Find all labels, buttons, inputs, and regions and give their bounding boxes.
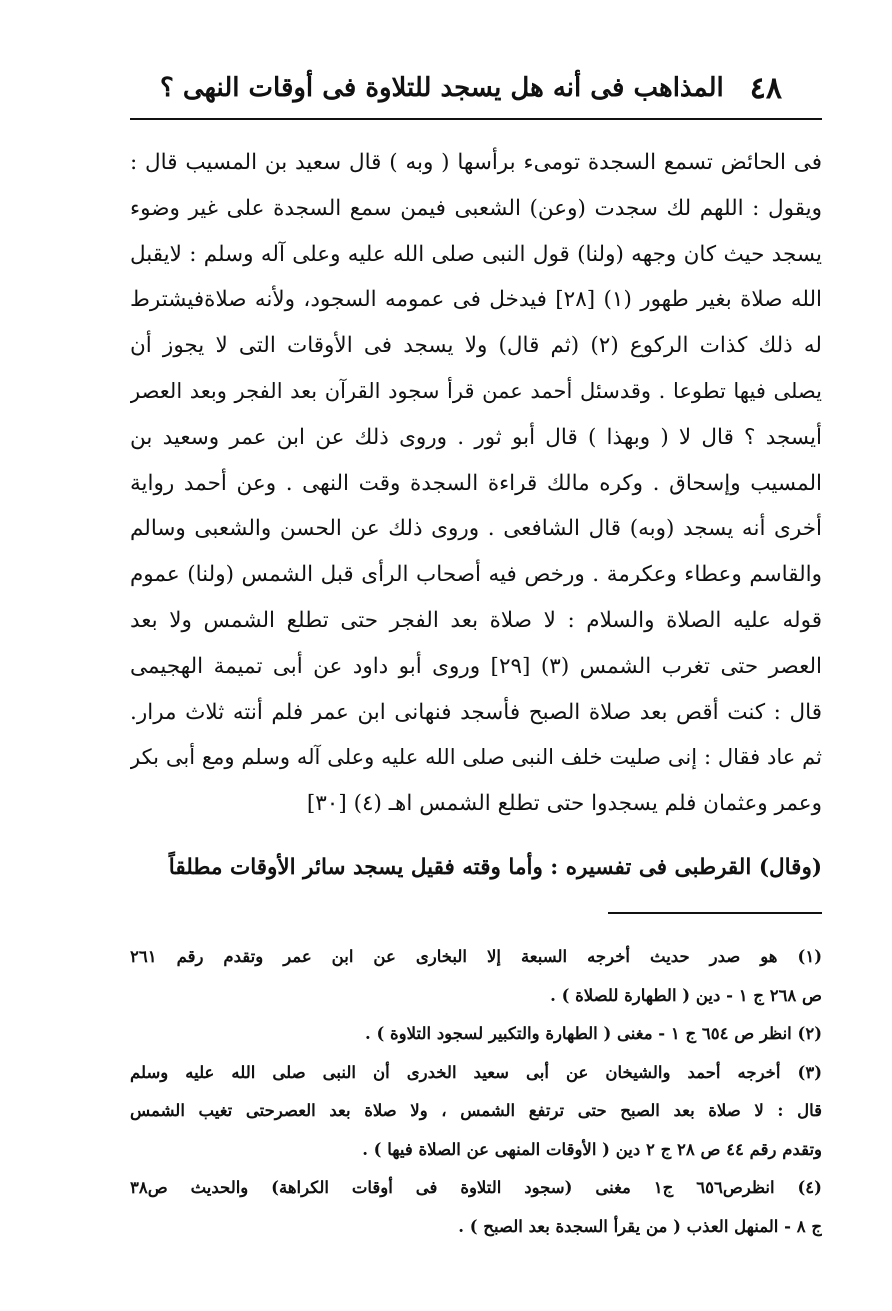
page-header <box>130 60 822 116</box>
text-line: يصلى فيها تطوعا . وقدسئل أحمد عمن قرأ سجود القرآن بعد الفجر وبعد العصر <box>130 378 822 403</box>
footnote-line: ج ٨ - المنهل العذب ( من يقرأ السجدة بعد الصبح ) . <box>458 1216 822 1236</box>
text-line: أيسجد ؟ قال لا ( وبهذا ) قال أبو ثور . وروى ذلك عن ابن عمر وسعيد بن <box>130 424 822 450</box>
text-line: المسيب وإسحاق . وكره مالك قراءة السجدة وقت النهى . وعن أحمد رواية <box>130 470 822 496</box>
text-line: الله صلاة بغير طهور (١) [٢٨] فيدخل فى عمومه السجود، ولأنه صلاةفيشترط <box>130 287 822 313</box>
running-title: المذاهب فى أنه هل يسجد للتلاوة فى أوقات النهى ؟ <box>160 73 724 103</box>
text-line: قال : كنت أقص بعد صلاة الصبح فأسجد فنهانى ابن عمر فلم أنته ثلاث مرار. <box>130 699 822 725</box>
footnote-line: (٣) أخرجه أحمد والشيخان عن أبى سعيد الخدرى أن النبى صلى الله عليه وسلم <box>130 1062 822 1082</box>
main-text <box>130 140 822 891</box>
footnotes <box>130 938 822 1246</box>
footnote-divider <box>608 912 822 914</box>
footnote-line: قال : لا صلاة بعد الصبح حتى ترتفع الشمس ، ولا صلاة بعد العصرحتى تغيب الشمس <box>130 1101 822 1120</box>
header-divider <box>130 118 822 120</box>
text-line: له ذلك كذات الركوع (٢) (ثم قال) ولا يسجد فى الأوقات التى لا يجوز أن <box>130 333 822 359</box>
text-line: وعمر وعثمان فلم يسجدوا حتى تطلع الشمس اهـ (٤) [٣٠] <box>306 791 822 817</box>
footnote-line: (٢) انظر ص ٦٥٤ ج ١ - مغنى ( الطهارة والتكبير لسجود التلاوة ) . <box>365 1024 822 1043</box>
page-number: ٤٨ <box>749 70 782 106</box>
footnote-line: (٤) انظرص٦٥٦ ج١ مغنى (سجود التلاوة فى أوقات الكراهة) والحديث ص٣٨ <box>130 1178 822 1197</box>
text-line: أخرى أنه يسجد (وبه) قال الشافعى . وروى ذلك عن الحسن والشعبى وسالم <box>130 516 822 542</box>
text-line: والقاسم وعطاء وعكرمة . ورخص فيه أصحاب الرأى قبل الشمس (ولنا) عموم <box>130 562 822 588</box>
footnote-line: وتقدم رقم ٤٤ ص ٢٨ ج ٢ دين ( الأوقات المنهى عن الصلاة فيها ) . <box>362 1139 822 1159</box>
text-line: فى الحائض تسمع السجدة تومىء برأسها ( وبه ) قال سعيد بن المسيب قال : <box>130 150 822 175</box>
text-line: ثم عاد فقال : إنى صليت خلف النبى صلى الله عليه وعلى آله وسلم ومع أبى بكر <box>130 745 822 770</box>
footnote-line: (١) هو صدر حديث أخرجه السبعة إلا البخارى عن ابن عمر وتقدم رقم ٢٦١ <box>130 947 822 966</box>
text-line: ويقول : اللهم لك سجدت (وعن) الشعبى فيمن سمع السجدة على غير وضوء <box>130 195 822 221</box>
text-line: قوله عليه الصلاة والسلام : لا صلاة بعد الفجر حتى تطلع الشمس ولا بعد <box>130 607 822 633</box>
text-line: العصر حتى تغرب الشمس (٣) [٢٩] وروى أبو داود عن أبى تميمة الهجيمى <box>130 653 822 679</box>
footnote-line: ص ٢٦٨ ج ١ - دين ( الطهارة للصلاة ) . <box>550 985 822 1005</box>
closing-paragraph: (وقال) القرطبى فى تفسيره : وأما وقته فقيل يسجد سائر الأوقات مطلقاً <box>168 854 822 880</box>
text-line: يسجد حيث كان وجهه (ولنا) قول النبى صلى الله عليه وعلى آله وسلم : لايقبل <box>130 241 822 267</box>
